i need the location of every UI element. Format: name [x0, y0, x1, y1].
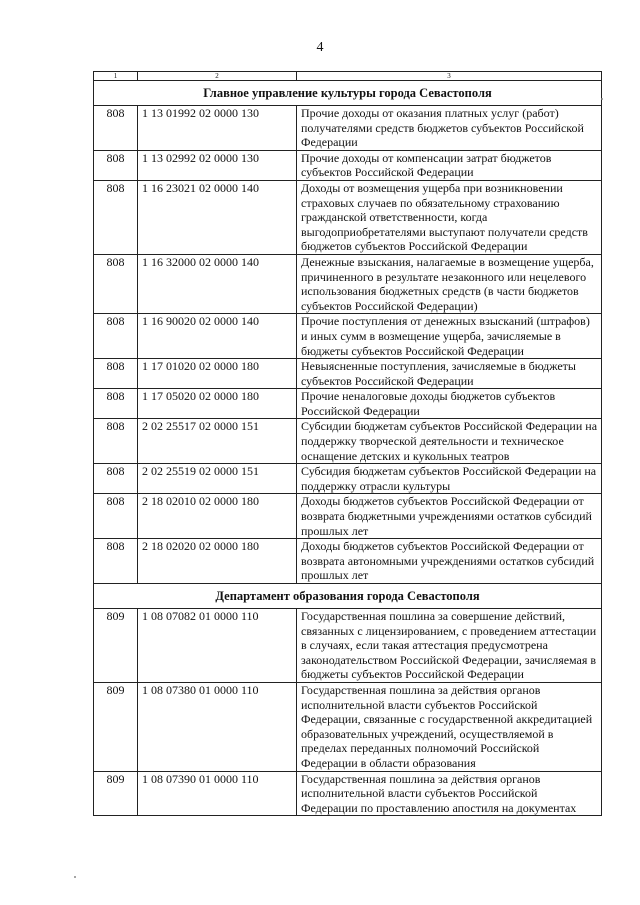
- table-row: [94, 682, 602, 771]
- table-row: [94, 314, 602, 359]
- section-header-row: [94, 81, 602, 106]
- revenue-name-cell: Прочие доходы от оказания платных услуг (работ) получателями средств бюджетов субъектов Российской Федерации: [297, 106, 602, 151]
- revenue-name-cell: Доходы бюджетов субъектов Российской Федерации от возврата автономными учреждениями остатков субсидий прошлых лет: [297, 539, 602, 584]
- section-header-row: [94, 584, 602, 609]
- admin-code-cell: 809: [94, 771, 138, 816]
- admin-code-cell: 808: [94, 464, 138, 494]
- revenue-name-cell: Государственная пошлина за действия органов исполнительной власти субъектов Российской Федерации, связанные с государственной аккредитацией образовательных учреждений, осуществляемой в пределах переданных полномочий Российской Федерации в области образования: [297, 682, 602, 771]
- budget-code-cell: 1 17 01020 02 0000 180: [138, 359, 297, 389]
- budget-code-cell: 1 08 07380 01 0000 110: [138, 682, 297, 771]
- revenue-codes-table: [93, 71, 602, 816]
- table-row: [94, 106, 602, 151]
- budget-code-cell: 2 02 25517 02 0000 151: [138, 419, 297, 464]
- budget-code-cell: 1 16 23021 02 0000 140: [138, 180, 297, 254]
- revenue-name-cell: Прочие доходы от компенсации затрат бюджетов субъектов Российской Федерации: [297, 150, 602, 180]
- admin-code-cell: 808: [94, 150, 138, 180]
- admin-code-cell: 808: [94, 419, 138, 464]
- table-row: [94, 494, 602, 539]
- table-row: [94, 539, 602, 584]
- table-row: [94, 150, 602, 180]
- section-title: Главное управление культуры города Севастополя: [94, 81, 602, 106]
- revenue-name-cell: Государственная пошлина за совершение действий, связанных с лицензированием, с проведением аттестации в случаях, если такая аттестация предусмотрена законодательством Российской Федерации, зачисляемая в бюджеты субъектов Российской Федерации: [297, 609, 602, 683]
- revenue-name-cell: Невыясненные поступления, зачисляемые в бюджеты субъектов Российской Федерации: [297, 359, 602, 389]
- scan-speck: [601, 98, 603, 100]
- table-row: [94, 254, 602, 313]
- budget-code-cell: 2 18 02020 02 0000 180: [138, 539, 297, 584]
- revenue-name-cell: Прочие поступления от денежных взысканий (штрафов) и иных сумм в возмещение ущерба, зачисляемые в бюджеты субъектов Российской Федерации: [297, 314, 602, 359]
- revenue-name-cell: Доходы от возмещения ущерба при возникновении страховых случаев по обязательному страхованию гражданской ответственности, когда выгодоприобретателями выступают получатели средств бюджетов субъектов Российской Федерации: [297, 180, 602, 254]
- budget-code-cell: 1 16 90020 02 0000 140: [138, 314, 297, 359]
- budget-code-cell: 1 13 01992 02 0000 130: [138, 106, 297, 151]
- budget-code-cell: 1 08 07390 01 0000 110: [138, 771, 297, 816]
- revenue-name-cell: Доходы бюджетов субъектов Российской Федерации от возврата бюджетными учреждениями остатков субсидий прошлых лет: [297, 494, 602, 539]
- column-header: 1: [94, 72, 138, 81]
- budget-code-cell: 1 16 32000 02 0000 140: [138, 254, 297, 313]
- column-header: 2: [138, 72, 297, 81]
- budget-code-cell: 2 02 25519 02 0000 151: [138, 464, 297, 494]
- admin-code-cell: 808: [94, 494, 138, 539]
- admin-code-cell: 808: [94, 314, 138, 359]
- budget-code-cell: 2 18 02010 02 0000 180: [138, 494, 297, 539]
- budget-code-cell: 1 08 07082 01 0000 110: [138, 609, 297, 683]
- page-number: 4: [316, 40, 324, 55]
- revenue-name-cell: Субсидия бюджетам субъектов Российской Федерации на поддержку отрасли культуры: [297, 464, 602, 494]
- admin-code-cell: 808: [94, 180, 138, 254]
- scan-speck: [74, 876, 76, 878]
- revenue-name-cell: Субсидии бюджетам субъектов Российской Федерации на поддержку творческой деятельности и техническое оснащение детских и кукольных театров: [297, 419, 602, 464]
- budget-code-cell: 1 17 05020 02 0000 180: [138, 389, 297, 419]
- section-title: Департамент образования города Севастополя: [94, 584, 602, 609]
- table-row: [94, 464, 602, 494]
- table-row: [94, 359, 602, 389]
- budget-code-cell: 1 13 02992 02 0000 130: [138, 150, 297, 180]
- table-row: [94, 389, 602, 419]
- admin-code-cell: 808: [94, 389, 138, 419]
- admin-code-cell: 808: [94, 359, 138, 389]
- admin-code-cell: 808: [94, 539, 138, 584]
- revenue-name-cell: Денежные взыскания, налагаемые в возмещение ущерба, причиненного в результате незаконного или нецелевого использования бюджетных средств (в части бюджетов субъектов Российской Федерации): [297, 254, 602, 313]
- table-row: [94, 419, 602, 464]
- admin-code-cell: 808: [94, 106, 138, 151]
- column-number-row: [94, 72, 602, 81]
- table-row: [94, 609, 602, 683]
- admin-code-cell: 808: [94, 254, 138, 313]
- table-row: [94, 180, 602, 254]
- revenue-name-cell: Прочие неналоговые доходы бюджетов субъектов Российской Федерации: [297, 389, 602, 419]
- admin-code-cell: 809: [94, 609, 138, 683]
- table-row: [94, 771, 602, 816]
- admin-code-cell: 809: [94, 682, 138, 771]
- column-header: 3: [297, 72, 602, 81]
- revenue-name-cell: Государственная пошлина за действия органов исполнительной власти субъектов Российской Федерации по проставлению апостиля на документах: [297, 771, 602, 816]
